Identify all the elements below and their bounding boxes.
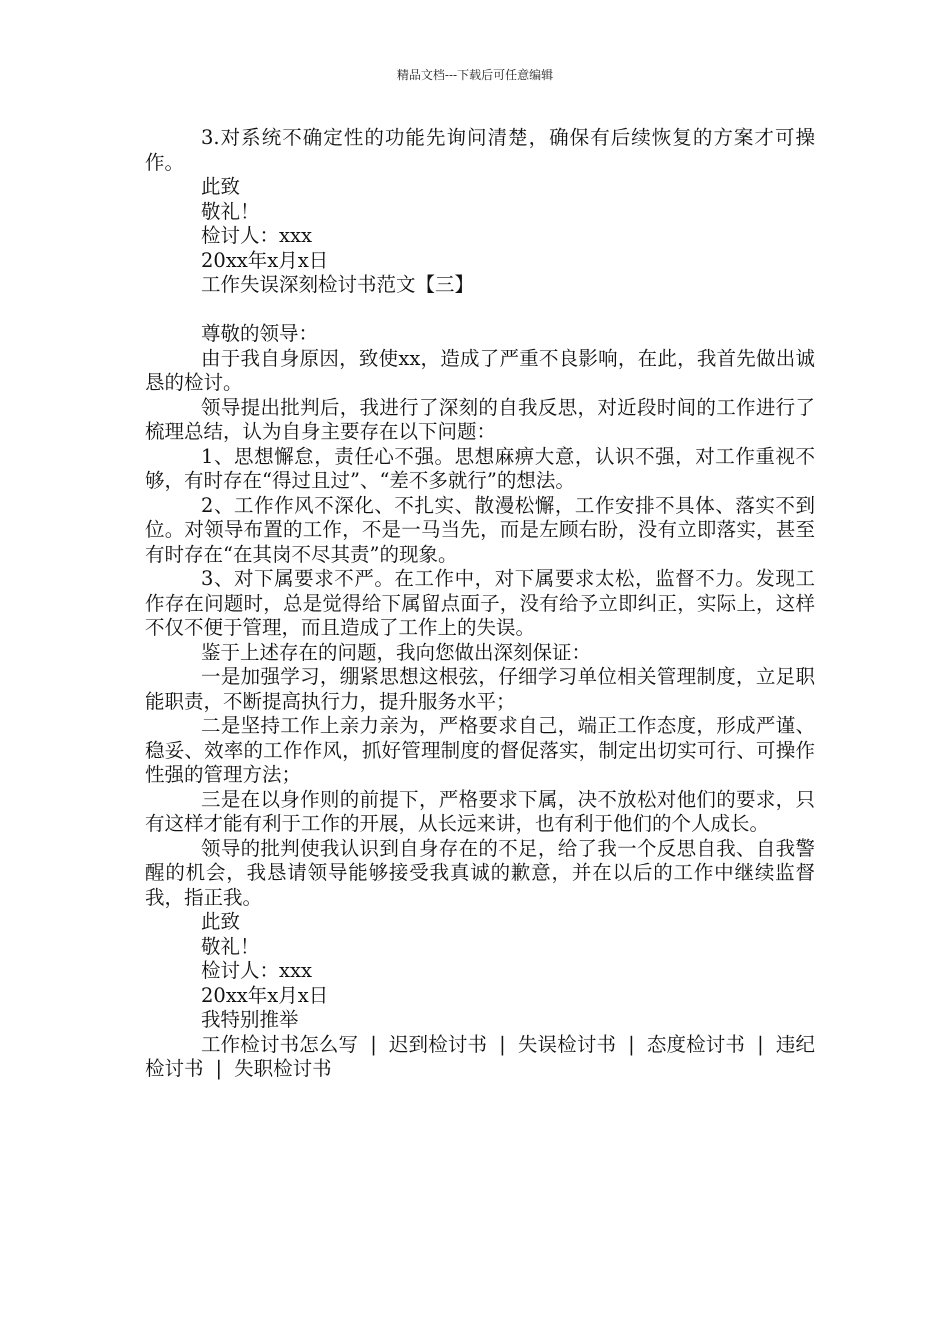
closing-line-1: 此致: [201, 175, 241, 198]
closing-line-2: 敬礼！: [201, 199, 260, 223]
date: 20xx年x月x日: [201, 983, 329, 1007]
recommend-label: 我特别推举: [201, 1008, 299, 1031]
link-mistake-review[interactable]: 失误检讨书: [517, 1032, 617, 1056]
paragraph: 由于我自身原因，致使xx，造成了严重不良影响，在此，我首先做出诚恳的检讨。: [145, 346, 815, 394]
date: 20xx年x月x日: [201, 248, 329, 272]
page-header: 精品文档---下载后可任意编辑: [396, 68, 554, 82]
section-title: 工作失误深刻检讨书范文【三】: [201, 273, 475, 296]
link-separator: |: [370, 1032, 377, 1056]
item-3: 3.对系统不确定性的功能先询问清楚，确保有后续恢复的方案才可操作。: [145, 126, 815, 174]
recommend-links: [145, 1033, 815, 1082]
link-attitude-review[interactable]: 态度检讨书: [646, 1032, 746, 1056]
paragraph: 2、工作作风不深化、不扎实、散漫松懈，工作安排不具体、落实不到位。对领导布置的工作，不是一马当先，而是左顾右盼，没有立即落实，甚至有时存在“在其岗不尽其责”的现象。: [145, 493, 815, 566]
link-separator: |: [757, 1032, 764, 1056]
document-body: [145, 126, 815, 1082]
link-separator: |: [628, 1032, 635, 1056]
paragraph: 1、思想懈怠，责任心不强。思想麻痹大意，认识不强，对工作重视不够，有时存在“得过且过”、“差不多就行”的想法。: [145, 444, 815, 492]
signer: 检讨人：xxx: [201, 959, 312, 982]
paragraph: 三是在以身作则的前提下，严格要求下属，决不放松对他们的要求，只有这样才能有利于工作的开展，从长远来讲，也有利于他们的个人成长。: [145, 787, 815, 835]
link-work-review[interactable]: 工作检讨书怎么写: [201, 1032, 359, 1056]
paragraph: 领导的批判使我认识到自身存在的不足，给了我一个反思自我、自我警醒的机会，我恳请领导能够接受我真诚的歉意，并在以后的工作中继续监督我，指正我。: [145, 836, 815, 909]
link-separator: |: [215, 1057, 223, 1080]
closing-line-2: 敬礼！: [201, 934, 260, 958]
paragraph: 领导提出批判后，我进行了深刻的自我反思，对近段时间的工作进行了梳理总结，认为自身主要存在以下问题：: [145, 395, 815, 443]
link-separator: |: [499, 1032, 506, 1056]
link-late-review[interactable]: 迟到检讨书: [388, 1032, 488, 1056]
signer: 检讨人：xxx: [201, 224, 312, 247]
link-discipline-review[interactable]: 违纪检讨书: [145, 1032, 815, 1080]
blank-line: [145, 298, 815, 323]
paragraph: 鉴于上述存在的问题，我向您做出深刻保证：: [201, 640, 592, 664]
paragraph: 3、对下属要求不严。在工作中，对下属要求太松，监督不力。发现工作存在问题时，总是觉得给下属留点面子，没有给予立即纠正，实际上，这样不仅不便于管理，而且造成了工作上的失误。: [145, 567, 815, 639]
link-dereliction-review[interactable]: 失职检讨书: [234, 1057, 332, 1080]
salutation: 尊敬的领导：: [201, 322, 319, 345]
paragraph: 一是加强学习，绷紧思想这根弦，仔细学习单位相关管理制度，立足职能职责，不断提高执行力，提升服务水平；: [145, 665, 815, 713]
paragraph: 二是坚持工作上亲力亲为，严格要求自己，端正工作态度，形成严谨、稳妥、效率的工作作风，抓好管理制度的督促落实，制定出切实可行、可操作性强的管理方法；: [145, 714, 815, 786]
closing-line-1: 此致: [201, 910, 241, 933]
